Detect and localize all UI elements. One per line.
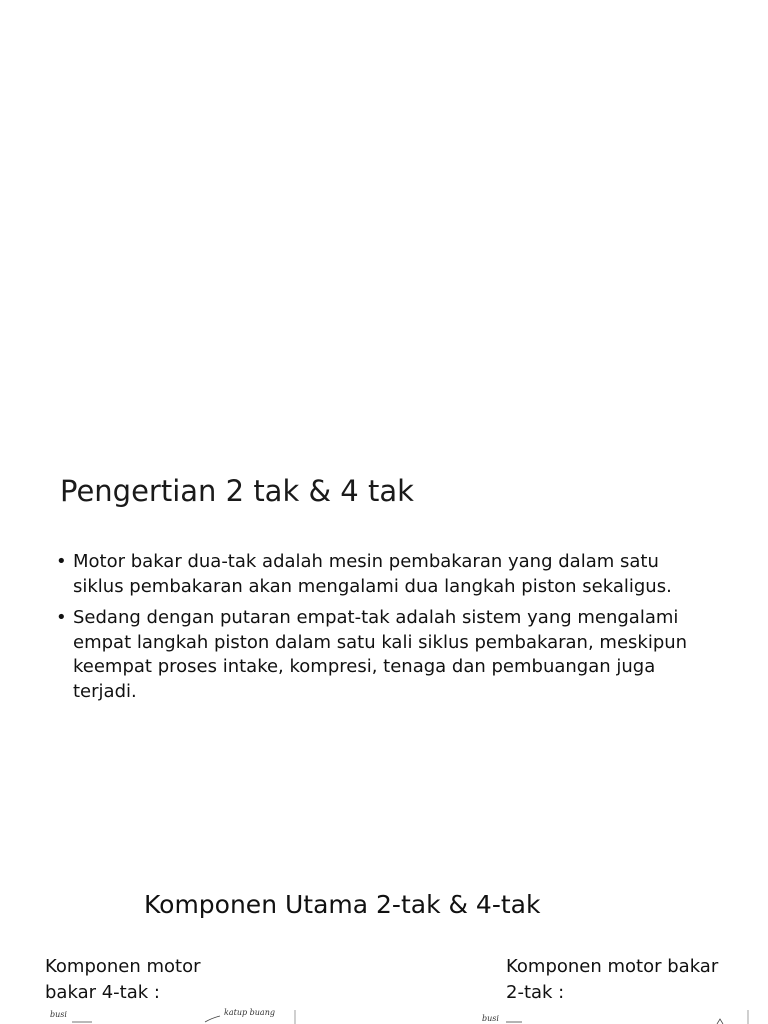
diagram-2-tak-sketch	[462, 1008, 752, 1024]
bullet-item	[56, 606, 696, 704]
label-katup-buang: katup buang	[224, 1008, 275, 1017]
diagram-4-tak	[40, 1008, 300, 1024]
section-title: Komponen Utama 2-tak & 4-tak	[144, 890, 541, 919]
caption-2-tak: Komponen motor bakar 2-tak :	[506, 956, 719, 1003]
label-busi: busi	[482, 1014, 499, 1023]
caption-4-tak: Komponen motor bakar 4-tak :	[45, 956, 201, 1003]
bullet-text: Motor bakar dua-tak adalah mesin pembakaran yang dalam satu siklus pembakaran akan mengalami dua langkah piston sekaligus.	[73, 551, 672, 597]
diagram-2-tak	[462, 1008, 752, 1024]
slide-title: Pengertian 2 tak & 4 tak	[60, 474, 414, 508]
bullet-icon: •	[56, 607, 67, 628]
bullet-text: Sedang dengan putaran empat-tak adalah sistem yang mengalami empat langkah piston dalam satu kali siklus pembakaran, meskipun keempat proses intake, kompresi, tenaga dan pembuangan juga terjadi.	[73, 607, 688, 702]
label-busi: busi	[50, 1010, 67, 1019]
bullet-item	[56, 550, 696, 599]
bullet-list	[56, 550, 696, 711]
bullet-icon: •	[56, 551, 67, 572]
